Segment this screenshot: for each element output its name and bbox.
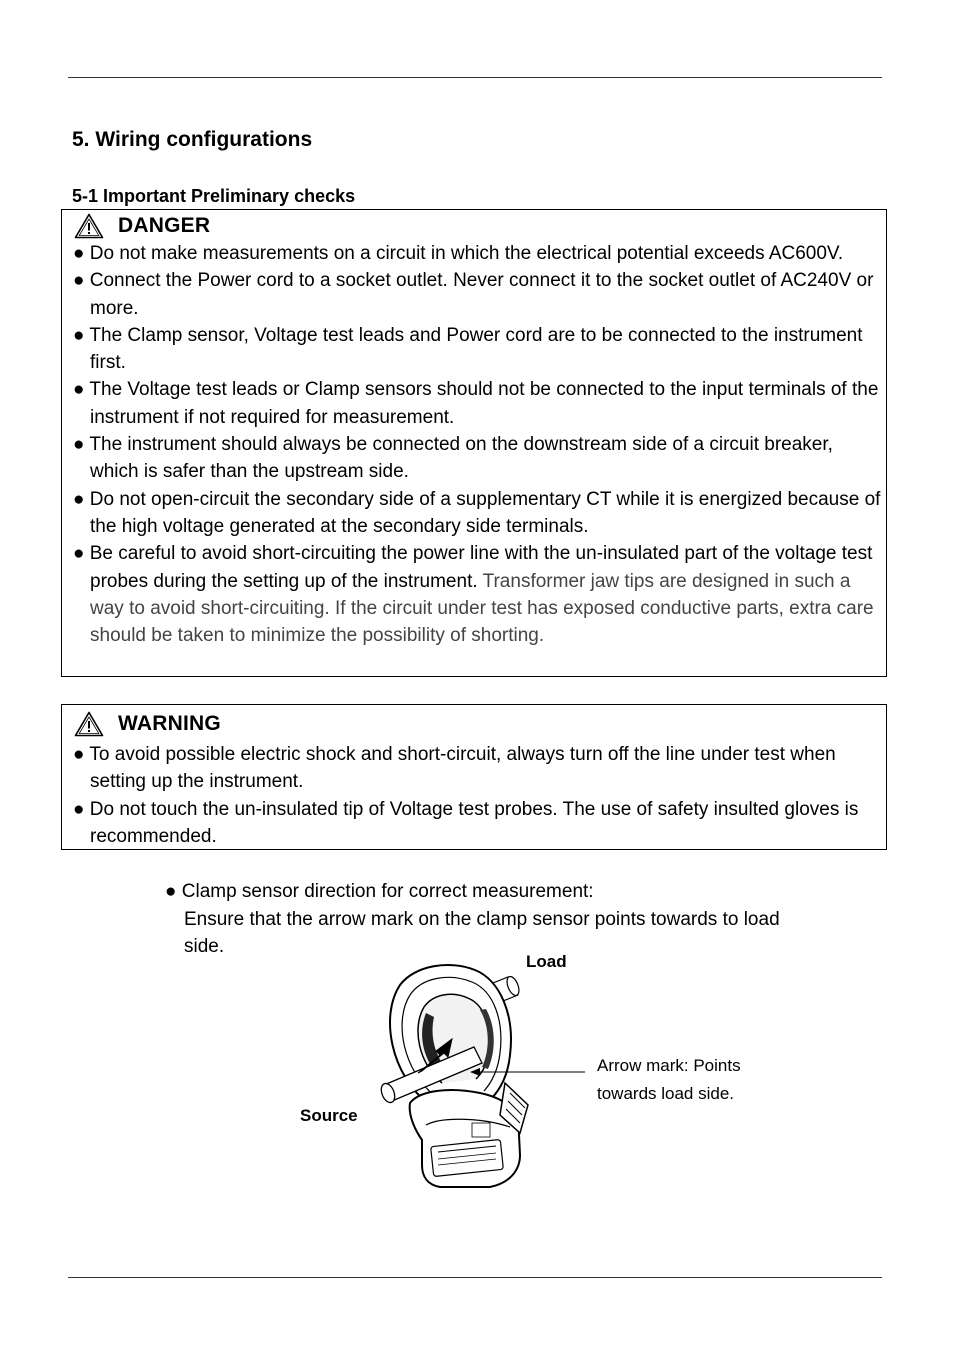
danger-item: ● Connect the Power cord to a socket outlet. Never connect it to the socket outlet of AC240V or more. bbox=[73, 270, 874, 319]
danger-item: ● Do not make measurements on a circuit in which the electrical potential exceeds AC600V. bbox=[73, 243, 844, 264]
warning-list bbox=[73, 741, 882, 850]
clamp-sensor-illustration bbox=[370, 955, 600, 1195]
danger-item: ● Do not open-circuit the secondary side of a supplementary CT while it is energized because of the high voltage generated at the secondary side terminals. bbox=[73, 488, 881, 537]
danger-item: ● The Clamp sensor, Voltage test leads and Power cord are to be connected to the instrument first. bbox=[73, 324, 863, 374]
load-label: Load bbox=[526, 952, 567, 971]
warning-triangle-icon bbox=[74, 711, 104, 737]
danger-item-main: ● Be careful to avoid short-circuiting the power line with the un-insulated part of the voltage test probes during the setting up of the instrument. bbox=[73, 543, 873, 592]
danger-item: ● The instrument should always be connected on the downstream side of a circuit breaker, which is safer than the upstream side. bbox=[73, 434, 833, 483]
danger-item bbox=[73, 540, 882, 649]
section-title: 5. Wiring configurations bbox=[72, 128, 313, 151]
bottom-rule bbox=[68, 1277, 882, 1278]
warning-item: ● To avoid possible electric shock and short-circuit, always turn off the line under test when setting up the instrument. bbox=[73, 744, 836, 793]
danger-heading bbox=[74, 212, 210, 240]
danger-label: DANGER bbox=[118, 214, 211, 237]
danger-item: ● The Voltage test leads or Clamp sensors should not be connected to the input terminals of the instrument if not required for measurement. bbox=[73, 379, 879, 428]
warning-heading bbox=[74, 710, 221, 738]
section-subtitle: 5-1 Important Preliminary checks bbox=[72, 186, 356, 206]
caption-line2: towards load side. bbox=[597, 1084, 735, 1103]
clamp-direction-note bbox=[165, 878, 794, 961]
source-label: Source bbox=[300, 1106, 358, 1125]
danger-box bbox=[61, 209, 887, 677]
top-rule bbox=[68, 77, 882, 78]
warning-box bbox=[61, 704, 887, 850]
clamp-note-line1: ● Clamp sensor direction for correct measurement: bbox=[165, 881, 594, 902]
arrow-caption bbox=[597, 1052, 741, 1108]
warning-item: ● Do not touch the un-insulated tip of Voltage test probes. The use of safety insulted gloves is recommended. bbox=[73, 798, 859, 847]
warning-label: WARNING bbox=[118, 712, 221, 735]
clamp-note-line2: Ensure that the arrow mark on the clamp sensor points towards to load side. bbox=[184, 908, 780, 957]
danger-item-note: Transformer jaw tips are designed in such a way to avoid short-circuiting. If the circuit under test has exposed conductive parts, extra care should be taken to minimize the possibility of shorting. bbox=[90, 570, 874, 647]
warning-triangle-icon bbox=[74, 213, 104, 239]
danger-list bbox=[73, 240, 882, 649]
caption-line1: Arrow mark: Points bbox=[597, 1056, 741, 1075]
